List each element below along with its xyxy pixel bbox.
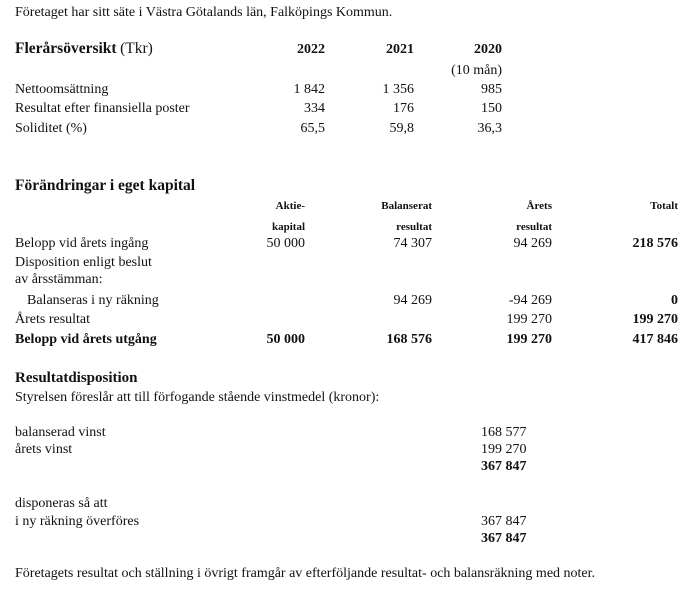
ek-row-label: Balanseras i ny räkning — [27, 293, 159, 308]
header-aktie-2: kapital — [271, 221, 305, 233]
ek-totalt: 199 270 — [632, 312, 678, 327]
cell-value: 65,5 — [300, 121, 325, 136]
year-2022: 2022 — [297, 42, 325, 57]
resultatdisposition-title: Resultatdisposition — [15, 370, 138, 386]
ek-row-label: Belopp vid årets ingång — [15, 236, 149, 251]
cell-value: 1 842 — [293, 82, 325, 97]
flerarsoversikt-heading — [15, 40, 153, 58]
header-arets-2: resultat — [516, 221, 552, 233]
ek-bal: 168 576 — [386, 332, 432, 347]
row-label-resultat: Resultat efter finansiella poster — [15, 101, 190, 116]
row-label-soliditet: Soliditet (%) — [15, 121, 87, 136]
ny-rakning-label: i ny räkning överföres — [15, 514, 140, 529]
ek-totalt: 218 576 — [632, 236, 678, 251]
header-bal-1: Balanserat — [381, 200, 432, 212]
cell-value: 150 — [481, 101, 502, 116]
row-label-nettoomsattning: Nettoomsättning — [15, 82, 109, 97]
header-arets-1: Årets — [526, 200, 552, 212]
arets-label: årets vinst — [15, 442, 73, 457]
ny-rakning-value: 367 847 — [481, 514, 527, 529]
ek-row-label-cont: av årsstämman: — [15, 272, 103, 287]
header-aktie-1: Aktie- — [275, 200, 305, 212]
ek-aktie: 50 000 — [266, 236, 305, 251]
cell-value: 985 — [481, 82, 502, 97]
eget-kapital-title: Förändringar i eget kapital — [15, 177, 196, 194]
header-bal-2: resultat — [396, 221, 432, 233]
ek-arets: 94 269 — [513, 236, 552, 251]
ek-totalt: 417 846 — [632, 332, 678, 347]
balanserad-value: 168 577 — [481, 425, 527, 440]
header-totalt: Totalt — [650, 200, 678, 212]
year-2020-note: (10 mån) — [451, 63, 502, 78]
resultatdisposition-intro: Styrelsen föreslår att till förfogande stående vinstmedel (kronor): — [15, 390, 380, 405]
balanserad-label: balanserad vinst — [15, 425, 106, 440]
ek-totalt: 0 — [671, 293, 678, 308]
year-2020: 2020 — [474, 42, 502, 57]
cell-value: 36,3 — [477, 121, 502, 136]
ek-row-label: Disposition enligt beslut — [15, 255, 152, 270]
year-2021: 2021 — [386, 42, 414, 57]
cell-value: 1 356 — [382, 82, 414, 97]
ek-row-label: Belopp vid årets utgång — [15, 332, 157, 347]
disponeras-label: disponeras så att — [15, 496, 108, 511]
footer-text: Företagets resultat och ställning i övrigt framgår av efterföljande resultat- och balansräkning med noter. — [15, 566, 596, 581]
sum-value-2: 367 847 — [481, 531, 527, 546]
flerarsoversikt-title: Flerårsöversikt — [15, 40, 117, 57]
intro-text: Företaget har sitt säte i Västra Götalands län, Falköpings Kommun. — [15, 5, 393, 20]
ek-bal: 94 269 — [393, 293, 432, 308]
arets-value: 199 270 — [481, 442, 527, 457]
cell-value: 334 — [304, 101, 325, 116]
cell-value: 59,8 — [389, 121, 414, 136]
ek-aktie: 50 000 — [266, 332, 305, 347]
ek-row-label: Årets resultat — [15, 312, 91, 327]
sum-value: 367 847 — [481, 459, 527, 474]
ek-bal: 74 307 — [393, 236, 432, 251]
ek-arets: -94 269 — [508, 293, 552, 308]
flerarsoversikt-unit: (Tkr) — [120, 40, 153, 57]
ek-arets: 199 270 — [506, 312, 552, 327]
ek-arets: 199 270 — [506, 332, 552, 347]
cell-value: 176 — [393, 101, 414, 116]
